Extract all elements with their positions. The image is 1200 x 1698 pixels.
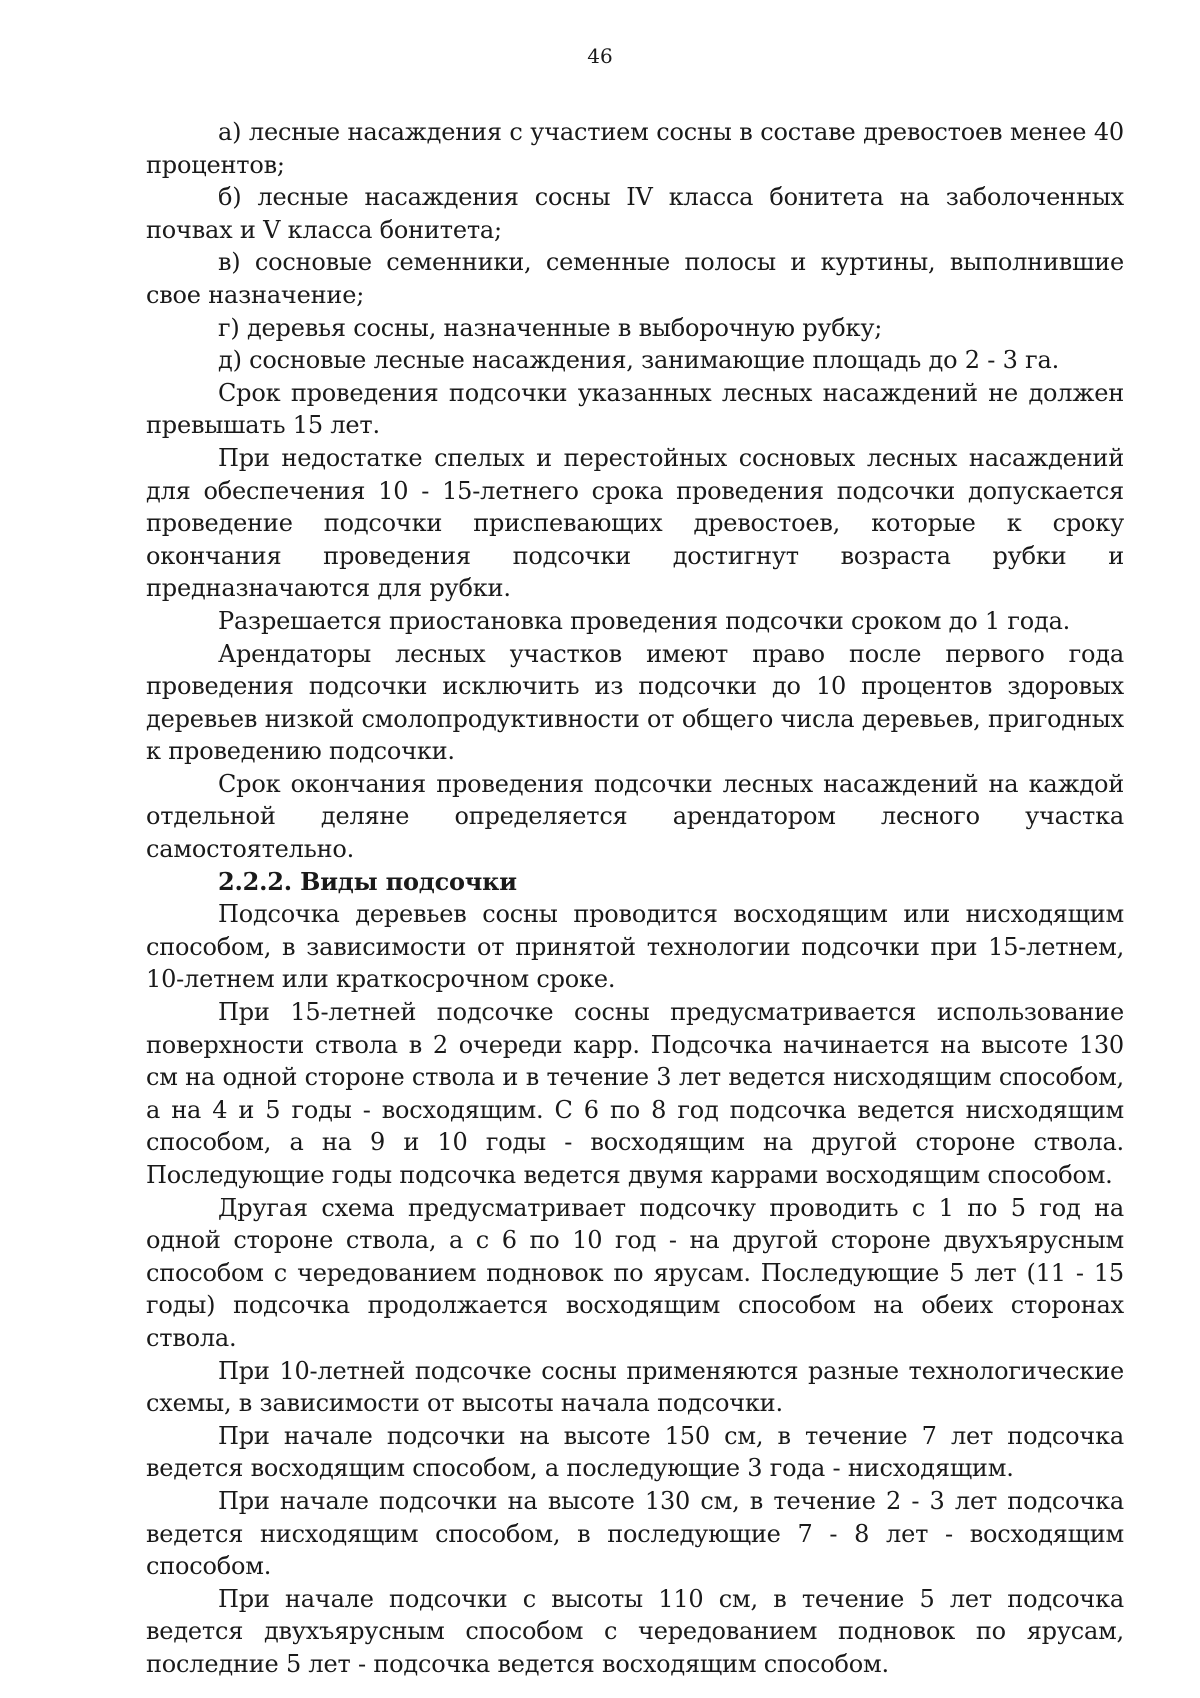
paragraph-15-year: При 15-летней подсочке сосны предусматривается использование поверхности ствола в 2 очереди карр. Подсочка начинается на высоте 130 см на одной стороне ствола и в течение 3 лет ведется нисходящим способом, а на 4 и 5 годы - восходящим. С 6 по 8 год подсочка ведется нисходящим способом, а на 9 и 10 годы - восходящим на другой стороне ствола. Последующие годы подсочка ведется двумя каррами восходящим способом. bbox=[146, 998, 1124, 1189]
paragraph-110cm: При начале подсочки с высоты 110 см, в течение 5 лет подсочка ведется двухъярусным способом с чередованием подновок по ярусам, последние 5 лет - подсочка ведется восходящим способом. bbox=[146, 1584, 1124, 1678]
section-heading: 2.2.2. Виды подсочки bbox=[218, 866, 517, 896]
paragraph-130cm: При начале подсочки на высоте 130 см, в течение 2 - 3 лет подсочка ведется нисходящим способом, в последующие 7 - 8 лет - восходящим способом. bbox=[146, 1486, 1124, 1581]
paragraph-alt-scheme: Другая схема предусматривает подсочку проводить с 1 по 5 год на одной стороне ствола, а с 6 по 10 год - на другой стороне двухъярусным способом с чередованием подновок по ярусам. Последующие 5 лет (11 - 15 годы) подсочка продолжается восходящим способом на обеих сторонах ствола. bbox=[146, 1193, 1124, 1352]
paragraph-methods: Подсочка деревьев сосны проводится восходящим или нисходящим способом, в зависимости от принятой технологии подсочки при 15-летнем, 10-летнем или краткосрочном сроке. bbox=[146, 900, 1124, 994]
paragraph-item-a: а) лесные насаждения с участием сосны в составе древостоев менее 40 процентов; bbox=[146, 118, 1124, 179]
paragraph-end-date: Срок окончания проведения подсочки лесных насаждений на каждой отдельной деляне определяется арендатором лесного участка самостоятельно. bbox=[146, 769, 1124, 864]
paragraph-shortage: При недостатке спелых и перестойных сосновых лесных насаждений для обеспечения 10 - 15-летнего срока проведения подсочки допускается проведение подсочки приспевающих древостоев, которые к сроку окончания проведения подсочки достигнут возраста рубки и предназначаются для рубки. bbox=[146, 443, 1124, 603]
paragraph-duration: Срок проведения подсочки указанных лесных насаждений не должен превышать 15 лет. bbox=[146, 378, 1124, 440]
page-number: 46 bbox=[587, 44, 613, 68]
paragraph-tenants: Арендаторы лесных участков имеют право после первого года проведения подсочки исключить из подсочки до 10 процентов здоровых деревьев низкой смолопродуктивности от общего числа деревьев, пригодных к проведению подсочки. bbox=[146, 639, 1124, 766]
paragraph-item-d: д) сосновые лесные насаждения, занимающие площадь до 2 - 3 га. bbox=[218, 346, 1060, 375]
paragraph-item-g: г) деревья сосны, назначенные в выборочную рубку; bbox=[218, 313, 883, 342]
paragraph-item-v: в) сосновые семенники, семенные полосы и куртины, выполнившие свое назначение; bbox=[146, 248, 1124, 309]
paragraph-150cm: При начале подсочки на высоте 150 см, в течение 7 лет подсочка ведется восходящим способом, а последующие 3 года - нисходящим. bbox=[146, 1421, 1124, 1483]
paragraph-item-b: б) лесные насаждения сосны IV класса бонитета на заболоченных почвах и V класса бонитета; bbox=[146, 183, 1124, 244]
paragraph-10-year: При 10-летней подсочке сосны применяются разные технологические схемы, в зависимости от высоты начала подсочки. bbox=[146, 1356, 1124, 1418]
document-body bbox=[146, 116, 1124, 1681]
paragraph-suspension: Разрешается приостановка проведения подсочки сроком до 1 года. bbox=[218, 606, 1071, 635]
